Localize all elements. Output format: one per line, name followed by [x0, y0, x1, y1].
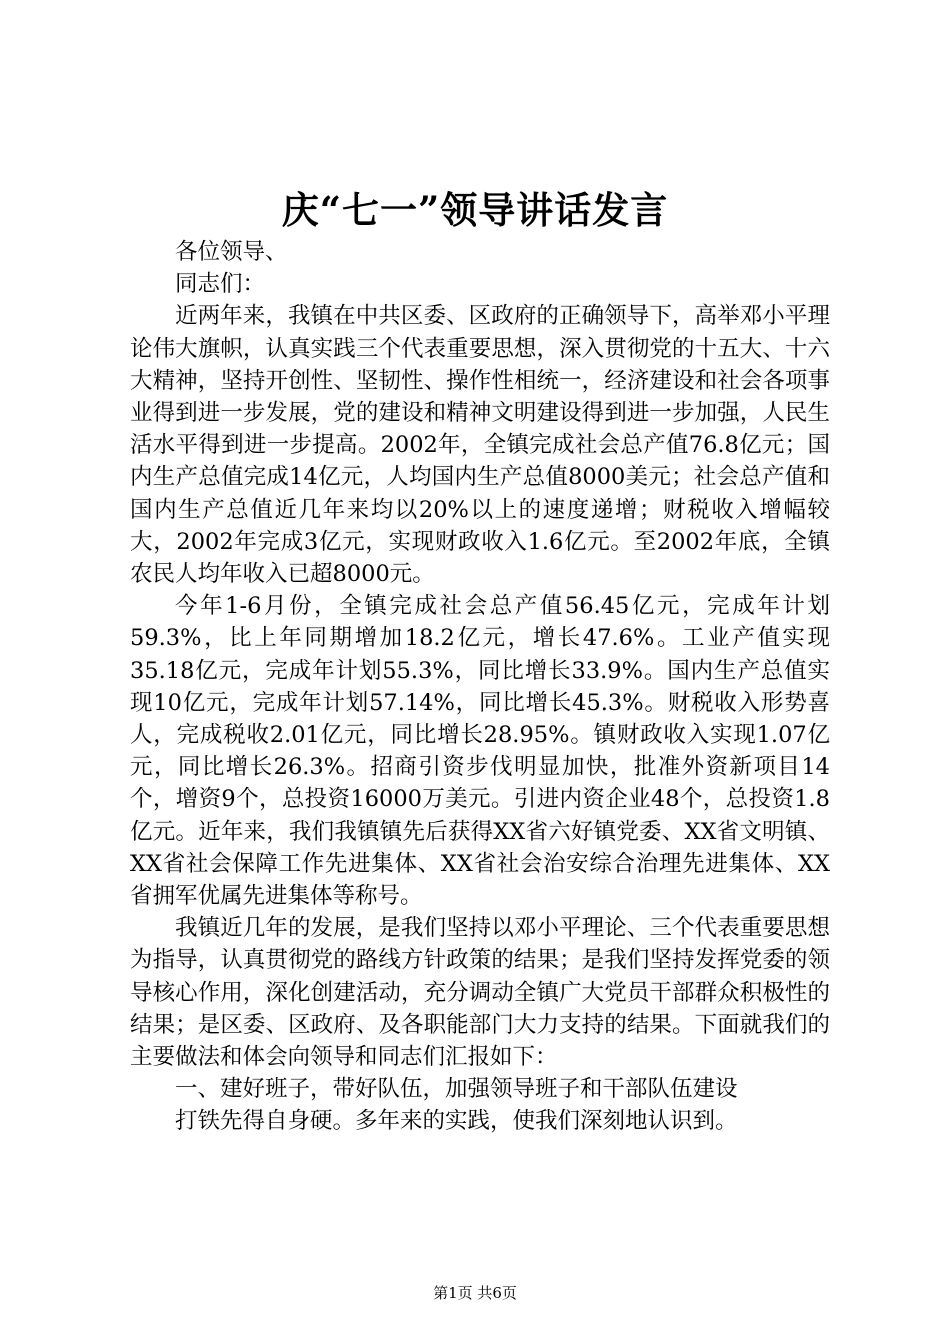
paragraph-overview: 近两年来，我镇在中共区委、区政府的正确领导下，高举邓小平理论伟大旗帜，认真实践三个代表重要思想，深入贯彻党的十五大、十六大精神，坚持开创性、坚韧性、操作性相统一，经济建设和社会各项事业得到进一步发展，党的建设和精神文明建设得到进一步加强，人民生活水平得到进一步提高。2002年，全镇完成社会总产值76.8亿元；国内生产总值完成14亿元，人均国内生产总值8000美元；社会总产值和国内生产总值近几年来均以20%以上的速度递增；财税收入增幅较大，2002年完成3亿元，实现财政收入1.6亿元。至2002年底，全镇农民人均年收入已超8000元。: [130, 303, 830, 588]
document-title: 庆“七一”领导讲话发言: [281, 188, 669, 232]
section-heading-1: 一、建好班子，带好队伍，加强领导班子和干部队伍建设: [175, 1076, 738, 1103]
document-body: [130, 236, 830, 1138]
paragraph-section-1-intro: 打铁先得自身硬。多年来的实践，使我们深刻地认识到。: [175, 1108, 738, 1135]
salutation-comrades: 同志们：: [175, 271, 266, 298]
paragraph-reasons: 我镇近几年的发展，是我们坚持以邓小平理论、三个代表重要思想为指导，认真贯彻党的路线方针政策的结果；是我们坚持发挥党委的领导核心作用，深化创建活动，充分调动全镇广大党员干部群众积极性的结果；是区委、区政府、及各职能部门大力支持的结果。下面就我们的主要做法和体会向领导和同志们汇报如下：: [130, 915, 830, 1071]
paragraph-statistics: 今年1-6月份，全镇完成社会总产值56.45亿元，完成年计划59.3%，比上年同期增加18.2亿元，增长47.6%。工业产值实现35.18亿元，完成年计划55.3%，同比增长33.9%。国内生产总值实现10亿元，完成年计划57.14%，同比增长45.3%。财税收入形势喜人，完成税收2.01亿元，同比增长28.95%。镇财政收入实现1.07亿元，同比增长26.3%。招商引资步伐明显加快，批准外资新项目14个，增资9个，总投资16000万美元。引进内资企业48个，总投资1.8亿元。近年来，我们我镇镇先后获得XX省六好镇党委、XX省文明镇、XX省社会保障工作先进集体、XX省社会治安综合治理先进集体、XX省拥军优属先进集体等称号。: [130, 593, 830, 910]
salutation-leaders: 各位领导、: [175, 239, 288, 265]
page-number-footer: 第1页 共6页: [433, 1284, 517, 1302]
